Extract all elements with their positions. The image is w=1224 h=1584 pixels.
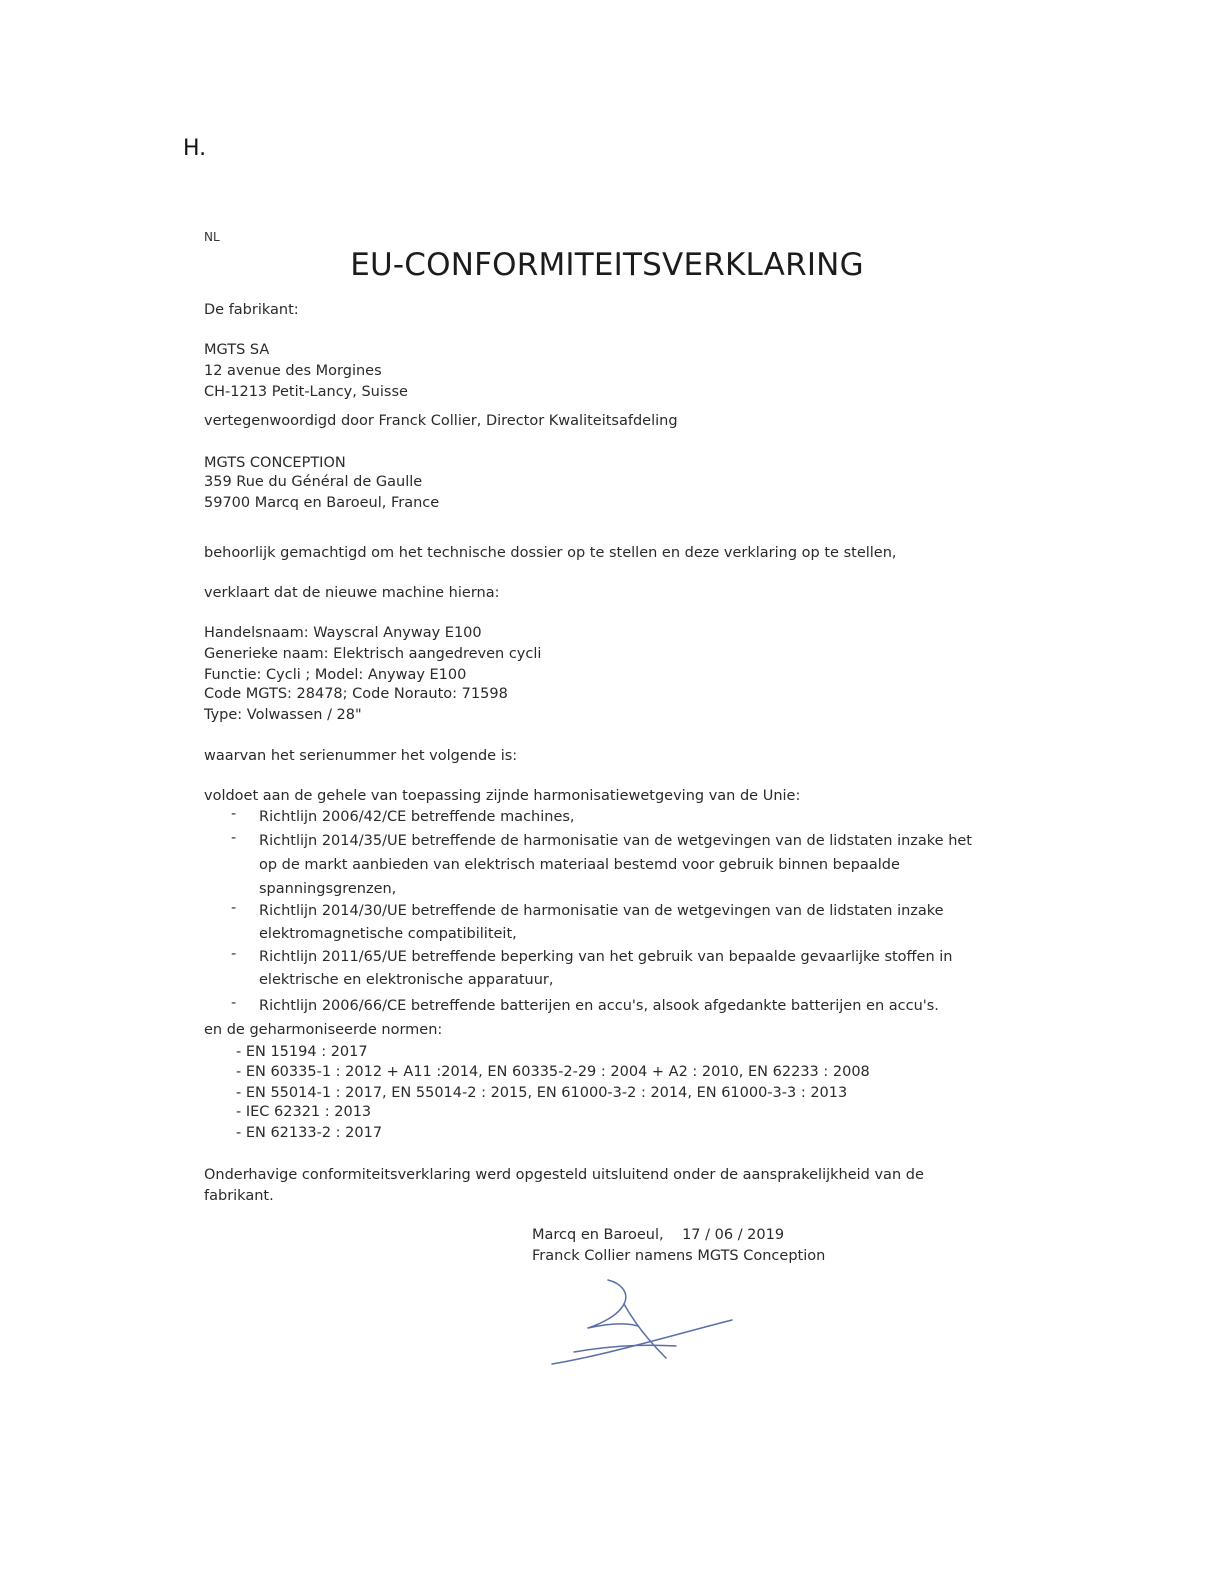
responsibility-statement-end: fabrikant. [204,1188,274,1204]
standard-item: - IEC 62321 : 2013 [236,1104,372,1120]
product-function-model: Functie: Cycli ; Model: Anyway E100 [204,667,467,683]
authorization-statement: behoorlijk gemachtigd om het technische dossier op te stellen en deze verklaring op te stellen, [204,545,897,561]
list-item-text: Richtlijn 2014/30/UE betreffende de harmonisatie van de wetgevingen van de lidstaten inzake [259,903,944,919]
standards-label: en de geharmoniseerde normen: [204,1022,443,1038]
signature-stroke [552,1320,732,1364]
bullet-dash: - [231,806,237,822]
responsibility-statement: Onderhavige conformiteitsverklaring werd opgesteld uitsluitend onder de aansprakelijkheid van de [204,1167,924,1183]
handwritten-signature [548,1274,738,1370]
manufacturer-street: 12 avenue des Morgines [204,363,382,379]
list-item-text: spanningsgrenzen, [259,881,397,897]
bullet-dash: - [231,900,237,916]
compliance-statement: voldoet aan de gehele van toepassing zijnde harmonisatiewetgeving van de Unie: [204,788,801,804]
standard-item: - EN 60335-1 : 2012 + A11 :2014, EN 60335-2-29 : 2004 + A2 : 2010, EN 62233 : 2008 [236,1064,870,1080]
conception-street: 359 Rue du Général de Gaulle [204,474,423,490]
declaration-statement: verklaart dat de nieuwe machine hierna: [204,585,500,601]
signature-strokes [552,1280,732,1364]
list-item-text: elektromagnetische compatibiliteit, [259,926,517,942]
language-tag: NL [204,230,220,244]
standard-item: - EN 55014-1 : 2017, EN 55014-2 : 2015, EN 61000-3-2 : 2014, EN 61000-3-3 : 2013 [236,1085,848,1101]
signature-stroke [624,1304,666,1358]
list-item-text: Richtlijn 2006/66/CE betreffende batterijen en accu's, alsook afgedankte batterijen en accu's. [259,998,939,1014]
product-codes: Code MGTS: 28478; Code Norauto: 71598 [204,686,508,702]
manufacturer-label: De fabrikant: [204,302,299,318]
place-date: Marcq en Baroeul, 17 / 06 / 2019 [532,1227,785,1243]
bullet-dash: - [231,830,237,846]
list-item-text: Richtlijn 2014/35/UE betreffende de harmonisatie van de wetgevingen van de lidstaten inzake het [259,833,972,849]
product-type: Type: Volwassen / 28" [204,707,362,723]
list-item-text: Richtlijn 2011/65/UE betreffende beperking van het gebruik van bepaalde gevaarlijke stoffen in [259,949,953,965]
standard-item: - EN 15194 : 2017 [236,1044,368,1060]
section-marker: H. [183,136,207,161]
bullet-dash: - [231,946,237,962]
signature-stroke [588,1280,638,1328]
conception-name: MGTS CONCEPTION [204,455,346,471]
standard-item: - EN 62133-2 : 2017 [236,1125,383,1141]
conception-city: 59700 Marcq en Baroeul, France [204,495,440,511]
page-title: EU-CONFORMITEITSVERKLARING [350,247,864,283]
manufacturer-name: MGTS SA [204,342,270,358]
product-trade-name: Handelsnaam: Wayscral Anyway E100 [204,625,482,641]
list-item-text: elektrische en elektronische apparatuur, [259,972,554,988]
bullet-dash: - [231,995,237,1011]
list-item-text: Richtlijn 2006/42/CE betreffende machines, [259,809,575,825]
list-item-text: op de markt aanbieden van elektrisch materiaal bestemd voor gebruik binnen bepaalde [259,857,900,873]
serial-number-statement: waarvan het serienummer het volgende is: [204,748,518,764]
represented-by: vertegenwoordigd door Franck Collier, Director Kwaliteitsafdeling [204,413,678,429]
manufacturer-city: CH-1213 Petit-Lancy, Suisse [204,384,408,400]
signer-name: Franck Collier namens MGTS Conception [532,1248,826,1264]
product-generic-name: Generieke naam: Elektrisch aangedreven cycli [204,646,542,662]
